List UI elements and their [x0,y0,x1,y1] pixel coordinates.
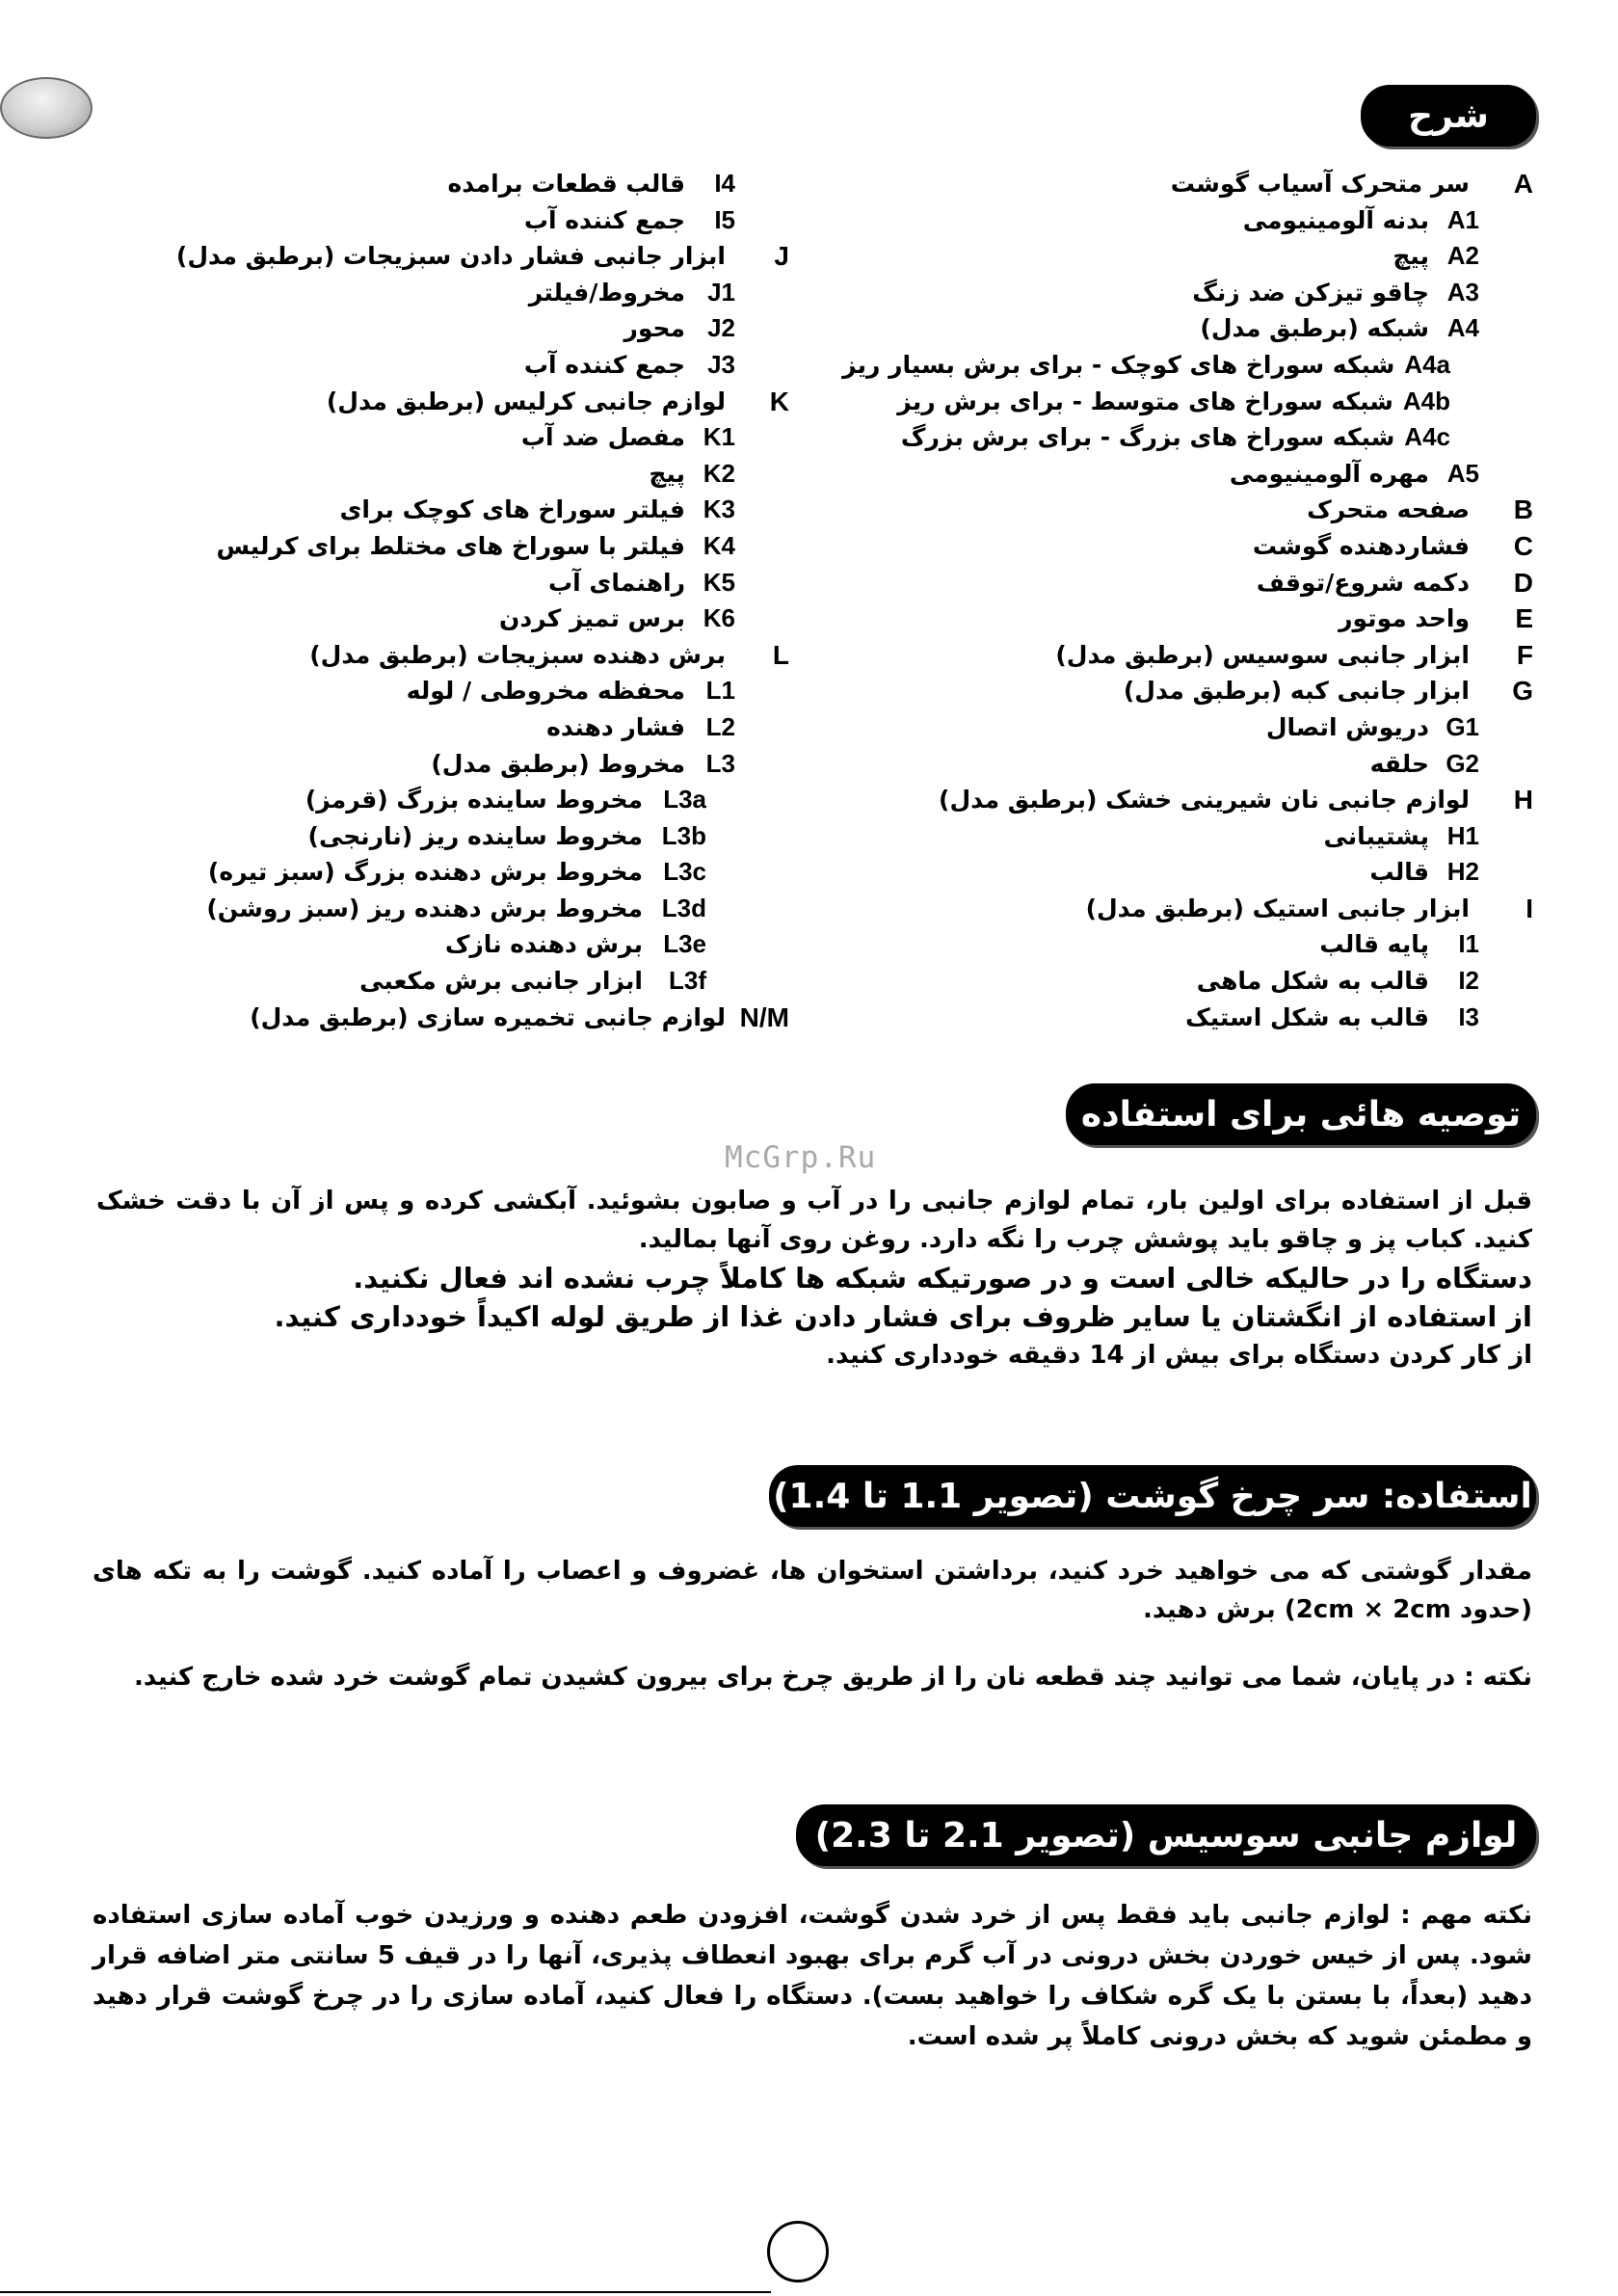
part-label: برش دهنده نازک [444,930,643,959]
part-item [172,275,735,311]
part-code: A [1513,169,1533,199]
part-label: برس تمیز کردن [498,604,685,633]
part-item [936,528,1533,565]
part-code: A4b [1402,386,1450,415]
part-code: L3e [663,929,706,959]
part-label: برش دهنده سبزیجات (برطبق مدل) [309,640,726,669]
part-code: L3a [663,785,706,814]
part-code: K5 [703,567,735,597]
part-item [172,854,706,891]
part-code: N/M [739,1001,789,1032]
part-item [172,202,735,239]
part-label: شبکه (برطبق مدل) [1200,314,1429,343]
part-item [172,709,735,746]
part-code: B [1513,494,1533,525]
part-code: J3 [707,349,735,379]
part-code: K4 [703,530,735,560]
part-label: قالب به شکل استیک [1185,1002,1429,1031]
part-label: مخروط ساینده ریز (نارنجی) [307,821,643,850]
part-item [172,673,735,709]
part-item [172,166,735,202]
part-code: K3 [703,494,735,524]
part-item [172,310,735,347]
part-item [897,384,1450,420]
part-label: پشتیبانی [1323,821,1429,850]
section-tab-indicator [0,77,93,139]
parts-list-left [172,166,789,1035]
part-code: I2 [1458,966,1479,996]
part-item [172,456,735,493]
part-code: K2 [703,458,735,488]
part-label: فیلتر با سوراخ های مختلط برای کرلیس [216,531,685,560]
part-label: مخروط برش دهنده ریز (سبز روشن) [206,894,643,922]
part-label: قالب به شکل ماهی [1196,967,1429,996]
part-item [172,528,735,565]
part-label: ابزار جانبی استیک (برطبق مدل) [1085,894,1470,922]
part-label: واحد موتور [1339,604,1470,633]
part-code: H2 [1446,857,1479,887]
part-item [172,419,735,456]
part-code: H [1513,785,1533,815]
part-label: پیچ [649,459,685,488]
part-code: D [1513,567,1533,598]
part-label: سر متحرک آسیاب گوشت [1170,170,1470,198]
heading-tips: توصیه هائی برای استفاده [1066,1083,1536,1145]
part-code: J [774,241,789,272]
part-label: مخروط برش دهنده بزرگ (سبز تیره) [207,858,643,887]
tips-paragraph-1: قبل از استفاده برای اولین بار، تمام لوازم جانبی را در آب و صابون بشوئید. آبکشی کرده و پس از آن با دقت خشک کنید. کباب پز و چاقو باید پوشش چرب را نگه دارد. روغن روی آنها بمالید. [96,1187,1532,1254]
part-label: شبکه سوراخ های کوچک - برای برش بسیار ریز [842,350,1395,379]
part-code: L3d [661,893,706,922]
part-item [172,637,789,674]
part-item [936,275,1479,311]
part-code: H1 [1446,820,1479,850]
part-item [936,854,1479,891]
part-label: ابزار جانبی کبه (برطبق مدل) [1123,677,1470,706]
part-item [936,310,1479,347]
part-label: ابزار جانبی برش مکعبی [359,967,643,996]
part-code: G2 [1446,748,1479,778]
tips-warning-1: دستگاه را در حالیکه خالی است و در صورتیکه شبکه ها کاملاً چرب نشده اند فعال نکنید. [353,1262,1532,1295]
part-item [172,238,789,275]
part-item [172,347,735,384]
part-code: A2 [1446,241,1479,271]
part-label: مفصل ضد آب [520,423,685,452]
part-label: محفظه مخروطی / لوله [406,677,685,706]
part-label: لوازم جانبی تخمیره سازی (برطبق مدل) [250,1002,726,1031]
part-label: مهره آلومینیومی [1229,459,1429,488]
part-item [172,1000,789,1036]
part-label: حلقه [1369,749,1429,778]
part-item [936,782,1533,818]
part-code: L3f [669,966,706,996]
part-code: I3 [1458,1001,1479,1031]
part-code: C [1513,530,1533,561]
part-code: I5 [714,204,735,234]
part-item [172,601,735,637]
part-code: L3c [663,857,706,887]
part-label: جمع کننده آب [523,205,685,234]
part-label: راهنمای آب [548,568,685,597]
part-item [172,746,735,783]
part-label: لوازم جانبی کرلیس (برطبق مدل) [326,387,726,415]
part-code: A4a [1404,349,1450,379]
page-number-circle [767,2221,829,2283]
part-item [936,746,1479,783]
part-label: دکمه شروع/توقف [1256,568,1470,597]
part-label: پیچ [1393,242,1429,271]
part-code: L1 [705,676,735,706]
part-label: ابزار جانبی سوسیس (برطبق مدل) [1055,640,1470,669]
part-item [936,202,1479,239]
part-item [936,1000,1479,1036]
part-code: F [1516,639,1533,670]
heading-sausage: لوازم جانبی سوسیس (تصویر 2.1 تا 2.3) [796,1804,1536,1866]
part-item [936,565,1533,601]
part-code: A3 [1446,277,1479,307]
sausage-paragraph: نکته مهم : لوازم جانبی باید فقط پس از خرد شدن گوشت، افزودن طعم دهنده و ورزیدن خوب آماده سازی استفاده شود. پس از خیس خوردن بخش درونی در آب گرم برای بهبود انعطاف پذیری، آنها را در قیف 5 سانتی متر اضافه قرار دهید (بعداً، با بستن با یک گره شکاف را خواهید بست). دستگاه را فعال کنید، آماده سازی را در چرخ گوشت قرار دهید و مطمئن شوید که بخش درونی کاملاً پر شده است. [93,1901,1533,2051]
mincer-note: نکته : در پایان، شما می توانید چند قطعه نان را از طریق چرخ برای بیرون کشیدن تمام گوشت خرد شده خارج کنید. [133,1663,1532,1692]
part-item [936,637,1533,674]
part-code: G [1512,676,1533,707]
part-item [936,709,1479,746]
part-item [936,891,1533,927]
part-item [172,492,735,528]
part-code: J2 [707,313,735,343]
part-item [172,384,789,420]
part-item [936,673,1533,709]
part-item [172,891,706,927]
part-code: L [772,639,789,670]
tips-text [96,1182,1532,1375]
part-item [172,818,706,855]
heading-mincer: استفاده: سر چرخ گوشت (تصویر 1.1 تا 1.4) [769,1465,1536,1527]
mincer-paragraph: مقدار گوشتی که می خواهید خرد کنید، برداشتن استخوان ها، غضروف و اعصاب را آماده کنید. گوشت را به تکه های (حدود 2cm × 2cm) برش دهید. [93,1557,1532,1624]
part-label: جمع کننده آب [523,350,685,379]
heading-description: شرح [1361,85,1536,147]
part-label: محور [623,314,685,343]
part-label: مخروط (برطبق مدل) [431,749,685,778]
part-label: فیلتر سوراخ های کوچک برای [339,495,685,524]
part-code: G1 [1446,711,1479,741]
part-label: ابزار جانبی فشار دادن سبزیجات (برطبق مدل) [175,242,726,271]
tips-warning-2: از استفاده از انگشتان یا سایر ظروف برای فشار دادن غذا از طریق لوله اکیداً خودداری کنید. [274,1300,1532,1333]
part-code: K6 [703,603,735,633]
part-code: K [769,386,789,416]
part-item [172,782,706,818]
part-item [936,601,1533,637]
part-code: I4 [714,169,735,198]
part-label: چاقو تیزکن ضد زنگ [1192,278,1429,307]
part-code: J1 [707,277,735,307]
sausage-text [93,1895,1532,2057]
tips-paragraph-2: از کار کردن دستگاه برای بیش از 14 دقیقه خودداری کنید. [826,1341,1532,1370]
part-label: شبکه سوراخ های بزرگ - برای برش بزرگ [900,423,1395,452]
part-code: K1 [703,422,735,452]
part-label: قالب قطعات برامده [447,170,685,198]
part-code: E [1515,603,1533,634]
mincer-text [93,1552,1532,1696]
part-label: صفحه متحرک [1307,495,1470,524]
part-item [936,926,1479,963]
part-item [936,963,1479,1000]
part-code: L3b [661,820,706,850]
part-label: فشار دهنده [546,712,685,741]
part-code: A1 [1446,204,1479,234]
watermark: McGrp.Ru [725,1140,877,1175]
part-label: فشاردهنده گوشت [1252,531,1470,560]
part-code: A4 [1446,313,1479,343]
part-label: مخروط ساینده بزرگ (قرمز) [305,786,643,814]
parts-list-right [842,166,1533,1035]
part-label: قالب [1369,858,1429,887]
part-code: A5 [1446,458,1479,488]
part-label: مخروط/فیلتر [528,278,685,307]
part-label: بدنه آلومینیومی [1242,205,1429,234]
part-label: لوازم جانبی نان شیرینی خشک (برطبق مدل) [939,786,1470,814]
part-item [936,166,1533,202]
part-item [936,456,1479,493]
part-item [900,419,1450,456]
part-item [936,238,1479,275]
part-label: دریوش اتصال [1265,712,1429,741]
footer-rule [0,2291,771,2293]
part-label: شبکه سوراخ های متوسط - برای برش ریز [897,387,1393,415]
part-item [172,565,735,601]
part-item [936,492,1533,528]
part-item [172,926,706,963]
part-code: I [1525,893,1533,923]
part-item [172,963,706,1000]
part-item [936,818,1479,855]
part-code: A4c [1404,422,1450,452]
part-code: L2 [705,711,735,741]
part-item [842,347,1450,384]
part-label: پایه قالب [1319,930,1429,959]
part-code: L3 [705,748,735,778]
part-code: I1 [1458,929,1479,959]
